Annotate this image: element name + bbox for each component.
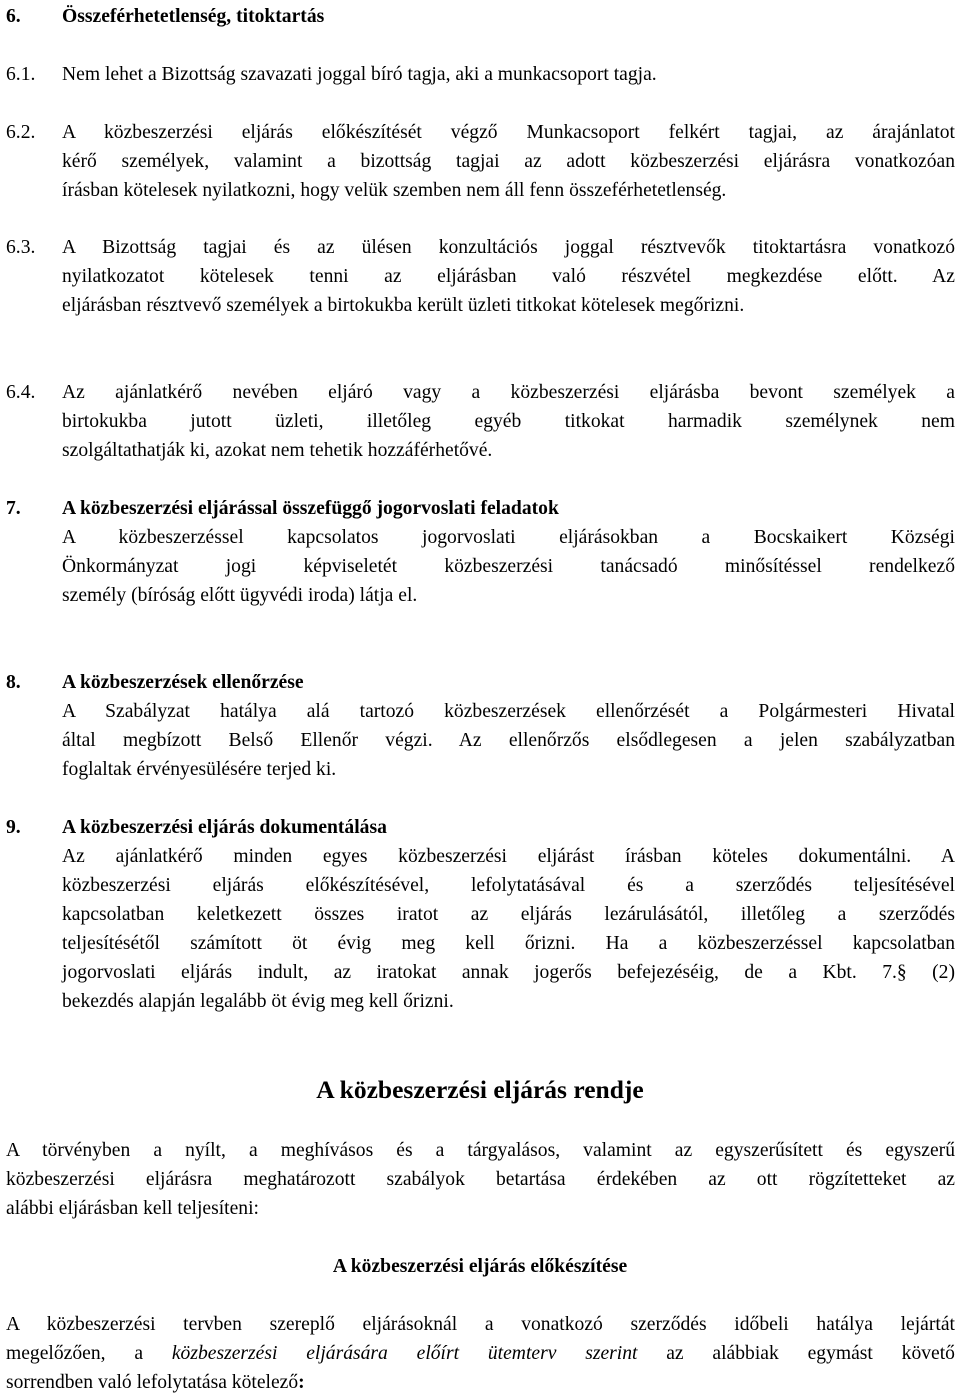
elokeszites-line2-italic: közbeszerzési eljárására előírt ütemterv szerint (171, 1343, 638, 1364)
item-6-4-line: szolgáltathatják ki, azokat nem tehetik hozzáférhetővé. (62, 440, 493, 461)
elokeszites-line3-colon: : (298, 1372, 305, 1393)
item-6-2-number: 6.2. (6, 122, 36, 143)
item-6-1-text: Nem lehet a Bizottság szavazati joggal bíró tagja, aki a munkacsoport tagja. (62, 64, 657, 85)
section-9-line: Az ajánlatkérő minden egyes közbeszerzési eljárást írásban köteles dokumentálni. A (62, 846, 955, 867)
section-9-line: közbeszerzési eljárás előkészítésével, lefolytatásával és a szerződés teljesítésével (62, 875, 955, 896)
section-7-line: A közbeszerzéssel kapcsolatos jogorvoslati eljárásokban a Bocskaikert Községi (62, 527, 955, 548)
elokeszites-line: A közbeszerzési tervben szereplő eljárásoknál a vonatkozó szerződés időbeli hatálya lejártát (6, 1314, 955, 1335)
section-9-number: 9. (6, 817, 21, 838)
heading-eljaras-rendje: A közbeszerzési eljárás rendje (316, 1075, 644, 1104)
item-6-3-line: eljárásban résztvevő személyek a birtokukba került üzleti titkokat kötelesek megőrizni. (62, 295, 745, 316)
section-8-number: 8. (6, 672, 21, 693)
section-7-line: Önkormányzat jogi képviseletét közbeszerzési tanácsadó minősítéssel rendelkező (62, 556, 955, 577)
heading-eljaras-elokeszitese: A közbeszerzési eljárás előkészítése (332, 1256, 628, 1277)
section-8-title: A közbeszerzések ellenőrzése (62, 672, 304, 693)
section-8-line: A Szabályzat hatálya alá tartozó közbeszerzések ellenőrzését a Polgármesteri Hivatal (62, 701, 955, 722)
rendje-line: A törvényben a nyílt, a meghívásos és a tárgyalásos, valamint az egyszerűsített és egyszerű (6, 1140, 955, 1161)
rendje-line: közbeszerzési eljárásra meghatározott szabályok betartása érdekében az ott rögzítetteket az (6, 1169, 955, 1190)
item-6-1-number: 6.1. (6, 64, 36, 85)
section-9-line: jogorvoslati eljárás indult, az iratokat annak jogerős befejezéséig, de a Kbt. 7.§ (2) (62, 962, 955, 983)
section-9-title: A közbeszerzési eljárás dokumentálása (62, 817, 387, 838)
section-6-number: 6. (6, 6, 21, 27)
elokeszites-line2-end: az alábbiak egymást követő (637, 1343, 955, 1364)
elokeszites-line2-start: megelőzően, a (6, 1343, 172, 1364)
item-6-4-number: 6.4. (6, 382, 36, 403)
section-8-line: foglaltak érvényesülésére terjed ki. (62, 759, 337, 780)
section-9-line: teljesítésétől számított öt évig meg kell őrizni. Ha a közbeszerzéssel kapcsolatban (62, 933, 955, 954)
section-7-number: 7. (6, 498, 21, 519)
item-6-2-line: írásban kötelesek nyilatkozni, hogy velük szemben nem áll fenn összeférhetetlenség. (62, 180, 727, 201)
item-6-2-line: kérő személyek, valamint a bizottság tagjai az adott közbeszerzési eljárásra vonatkozóan (62, 151, 955, 172)
item-6-3-number: 6.3. (6, 237, 36, 258)
item-6-3-line: nyilatkozatot kötelesek tenni az eljárásban való részvétel megkezdése előtt. Az (62, 266, 955, 287)
elokeszites-line (6, 1339, 955, 1368)
item-6-4-line: Az ajánlatkérő nevében eljáró vagy a közbeszerzési eljárásba bevont személyek a (62, 382, 955, 403)
rendje-line: alábbi eljárásban kell teljesíteni: (6, 1198, 259, 1219)
section-7-title: A közbeszerzési eljárással összefüggő jogorvoslati feladatok (62, 498, 559, 519)
section-7-line: személy (bíróság előtt ügyvédi iroda) látja el. (62, 585, 418, 606)
section-6-title: Összeférhetetlenség, titoktartás (62, 6, 325, 27)
section-8-line: által megbízott Belső Ellenőr végzi. Az ellenőrzős elsődlegesen a jelen szabályzatban (62, 730, 955, 751)
section-9-line: kapcsolatban keletkezett összes iratot az eljárás lezárulásától, illetőleg a szerződés (62, 904, 955, 925)
item-6-4-line: birtokukba jutott üzleti, illetőleg egyéb titkokat harmadik személynek nem (62, 411, 955, 432)
elokeszites-line (6, 1368, 955, 1397)
item-6-2-line: A közbeszerzési eljárás előkészítését végző Munkacsoport felkért tagjai, az árajánlatot (62, 122, 955, 143)
section-9-line: bekezdés alapján legalább öt évig meg kell őrizni. (62, 991, 454, 1012)
elokeszites-line3-text: sorrendben való lefolytatása kötelező (6, 1372, 299, 1393)
item-6-3-line: A Bizottság tagjai és az ülésen konzultációs joggal résztvevők titoktartásra vonatkozó (62, 237, 955, 258)
